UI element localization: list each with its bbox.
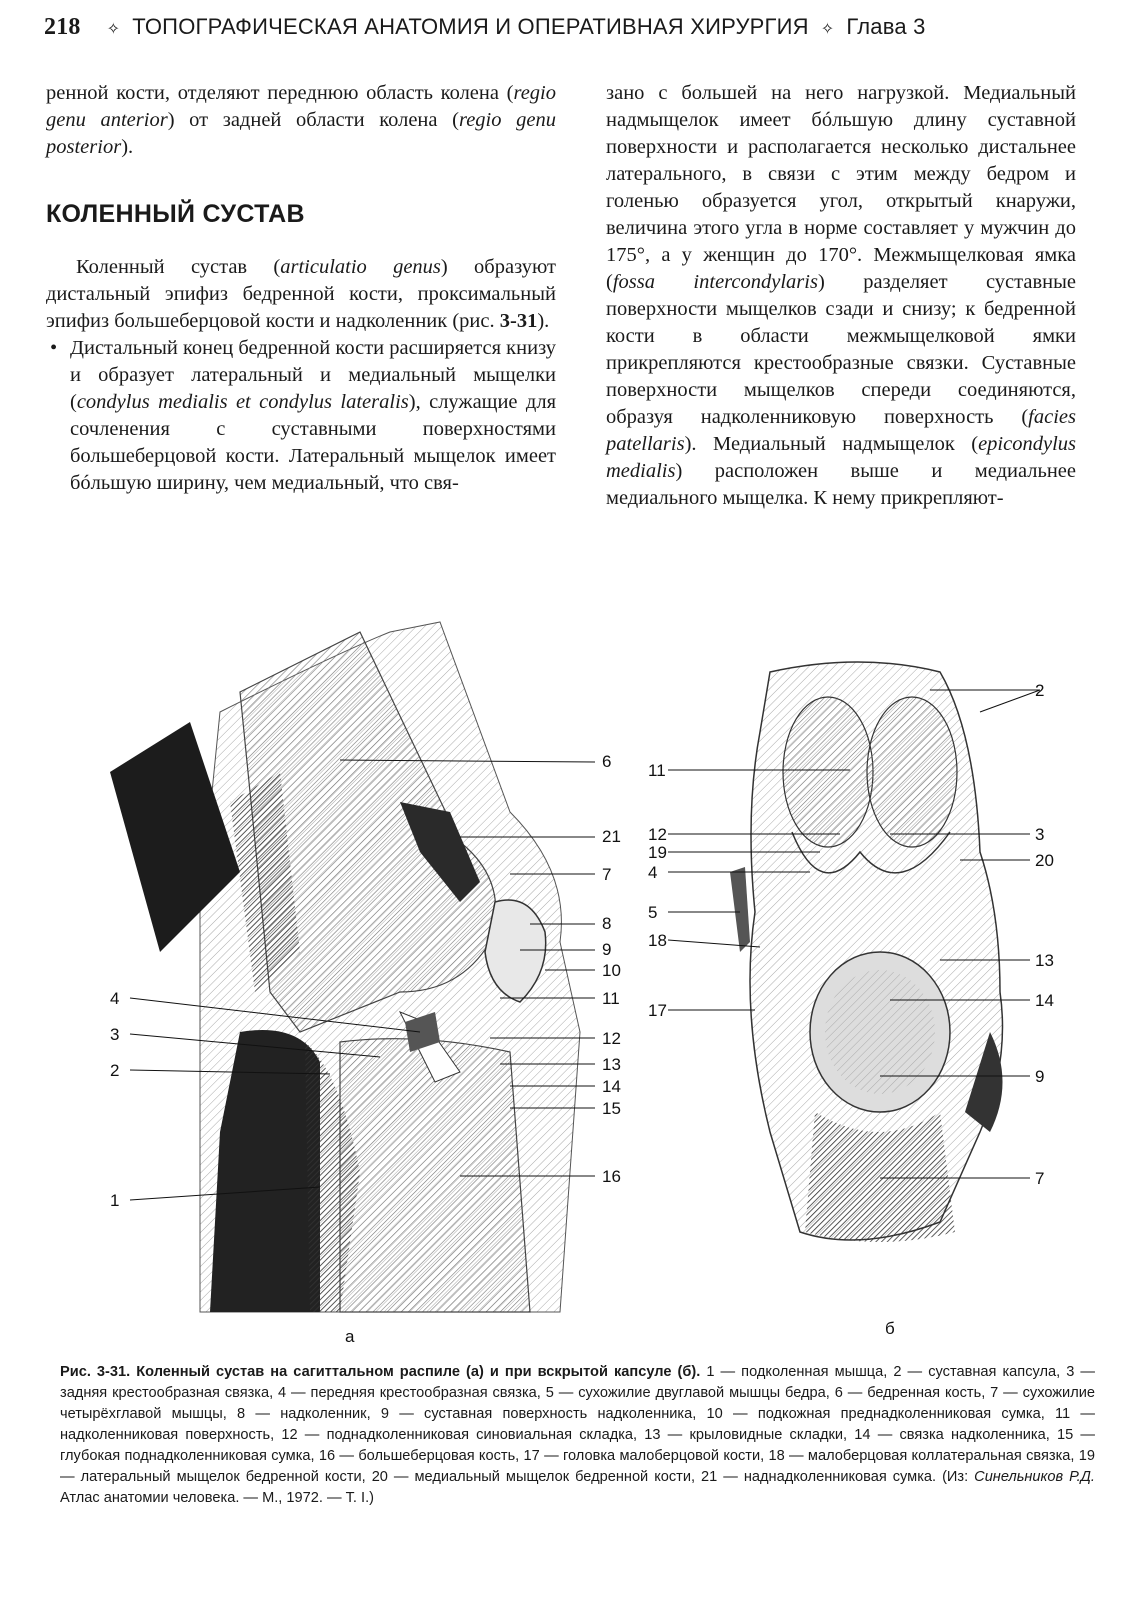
label-a-14: 14 — [602, 1077, 621, 1096]
text-span: Дистальный конец бедренной кости расширяется книзу и образует латеральный и медиальный мыщелки ( — [70, 337, 556, 413]
latin-term: condylus medialis et condylus lateralis — [76, 391, 409, 413]
figure-reference: 3-31 — [499, 310, 538, 332]
latin-term: fossa intercondylaris — [612, 271, 818, 293]
label-a-6: 6 — [602, 752, 612, 771]
caption-body: 1 — подколенная мышца, 2 — суставная капсула, 3 — задняя крестообразная связка, 4 — передняя крестообразная связка, 5 — сухожилие двуглавой мышцы бедра, 6 — бедренная кость, 7 — сухожилие четырёхглавой мышцы, 8 — надколенник, 9 — суставная поверхность надколенника, 10 — подкожная преднадколенниковая сумка, 11 — надколенниковая поверхность, 12 — поднадколенниковая синовиальная складка, 13 — крыловидные складки, 14 — связка надколенника, 15 — глубокая поднадколенниковая сумка, 16 — большеберцовая кость, 17 — головка малоберцовой кости, 18 — малоберцовая коллатеральная связка, 19 — латеральный мыщелок бедренной кости, 20 — медиальный мыщелок бедренной кости, 21 — наднадколенниковая сумка. (Из: — [60, 1364, 1095, 1485]
text-span: зано с большей на него нагрузкой. Медиальный надмыщелок имеет бóльшую длину суставной поверхности и располагается несколько дистальнее латерального, в связи с этим между бедром и голенью образуется угол, открытый кнаружи, величина этого угла в норме составляет у мужчин до 175°, а у женщин до 170°. Межмыщелковая ямка ( — [606, 82, 1076, 293]
label-a-9: 9 — [602, 940, 612, 959]
label-a-4: 4 — [110, 989, 120, 1008]
paragraph — [46, 254, 556, 335]
text-span: ). Медиальный надмыщелок ( — [684, 433, 979, 455]
figure-illustration — [40, 612, 1110, 1352]
label-b-2: 2 — [1035, 681, 1045, 700]
text-span: ) расположен выше и медиальнее медиального мыщелка. К нему прикрепляют- — [606, 460, 1076, 509]
latin-term: regio genu posterior — [46, 109, 556, 158]
diamond-icon: ✧ — [820, 21, 835, 38]
text-span: ), служащие для сочленения с суставными поверхностями большеберцовой кости. Латеральный мыщелок имеет бóльшую ширину, чем медиальный, что свя- — [70, 391, 557, 494]
right-column — [606, 80, 1076, 512]
label-a-11: 11 — [602, 989, 620, 1008]
latin-term: facies patellaris — [606, 406, 1076, 455]
label-b-13: 13 — [1035, 951, 1054, 970]
label-b-12: 12 — [648, 825, 667, 844]
label-b-14: 14 — [1035, 991, 1054, 1010]
panel-b-letter: б — [885, 1319, 895, 1338]
panel-a-letter: а — [345, 1327, 355, 1346]
latin-term: articulatio genus — [280, 256, 441, 278]
paragraph — [606, 80, 1076, 512]
caption-title: Рис. 3-31. Коленный сустав на сагиттальном распиле (а) и при вскрытой капсуле (б). — [60, 1364, 701, 1380]
bullet-item — [46, 335, 556, 497]
label-a-16: 16 — [602, 1167, 621, 1186]
label-a-12: 12 — [602, 1029, 621, 1048]
panel-a-section — [110, 622, 580, 1312]
label-a-7: 7 — [602, 865, 612, 884]
label-a-10: 10 — [602, 961, 621, 980]
page-number: 218 — [44, 14, 81, 40]
panel-b-joint — [730, 662, 1003, 1242]
anatomy-figure — [40, 612, 1110, 1352]
text-span: Коленный сустав ( — [76, 256, 281, 278]
label-a-15: 15 — [602, 1099, 621, 1118]
left-column — [46, 80, 556, 497]
section-title: КОЛЕННЫЙ СУСТАВ — [46, 200, 305, 228]
text-span: ) разделяет суставные поверхности мыщелков сзади и снизу; к бедренной кости в области межмыщелковой ямки прикрепляются крестообразные связки. Суставные поверхности мыщелков спереди соединяются, образуя надколенниковую поверхность ( — [606, 271, 1076, 428]
label-b-17: 17 — [648, 1001, 667, 1020]
book-title: ТОПОГРАФИЧЕСКАЯ АНАТОМИЯ И ОПЕРАТИВНАЯ ХИРУРГИЯ — [132, 14, 809, 39]
label-a-3: 3 — [110, 1025, 120, 1044]
label-a-21: 21 — [602, 827, 621, 846]
text-span: ). — [537, 310, 550, 332]
text-span: ) от задней области колена ( — [167, 109, 459, 131]
caption-source-author: Синельников Р.Д. — [974, 1469, 1095, 1485]
figure-caption — [60, 1362, 1095, 1509]
label-b-19: 19 — [648, 843, 667, 862]
label-b-11: 11 — [648, 761, 666, 780]
label-b-4: 4 — [648, 863, 658, 882]
label-a-2: 2 — [110, 1061, 120, 1080]
diamond-icon: ✧ — [106, 21, 121, 38]
label-b-5: 5 — [648, 903, 658, 922]
label-b-18: 18 — [648, 931, 667, 950]
label-a-13: 13 — [602, 1055, 621, 1074]
text-span: ренной кости, отделяют переднюю область колена ( — [46, 82, 514, 104]
text-span: ). — [121, 136, 134, 158]
text-span: ) образуют дистальный эпифиз бедренной кости, проксимальный эпифиз большеберцовой кости и надколенник (рис. — [46, 256, 556, 332]
latin-term: regio genu anterior — [46, 82, 556, 131]
bullet-icon: • — [50, 337, 58, 359]
label-b-7: 7 — [1035, 1169, 1045, 1188]
running-header — [44, 14, 1104, 54]
label-b-9: 9 — [1035, 1067, 1045, 1086]
caption-source: Атлас анатомии человека. — М., 1972. — Т. I.) — [60, 1490, 374, 1506]
label-b-3: 3 — [1035, 825, 1045, 844]
intro-paragraph — [46, 80, 556, 161]
label-b-20: 20 — [1035, 851, 1054, 870]
label-a-8: 8 — [602, 914, 612, 933]
chapter-label: Глава 3 — [846, 14, 926, 39]
latin-term: epicondylus medialis — [606, 433, 1076, 482]
label-a-1: 1 — [110, 1191, 120, 1210]
